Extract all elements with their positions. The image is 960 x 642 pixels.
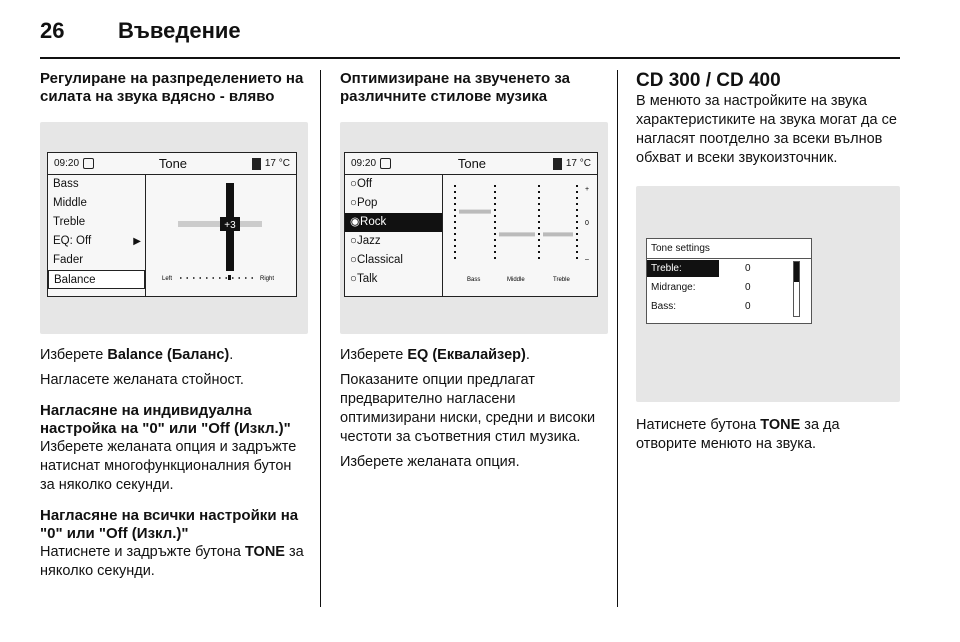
text: Натиснете бутона (636, 417, 761, 433)
tone-row-midrange[interactable] (647, 278, 811, 297)
band-label-middle: Middle (507, 277, 525, 283)
temperature: 17 °C (264, 158, 290, 169)
paragraph-tone-menu: В менюто за настройките на звука характеристиките на звука могат да се нагласят поотделно за всеки вълнов обхват и всеки звукоизточник. (636, 93, 897, 166)
eq-option-jazz[interactable]: ○Jazz (350, 235, 381, 247)
tone-settings-display (646, 238, 812, 324)
clock-icon (83, 158, 94, 169)
paragraph-select-balance (40, 346, 308, 365)
tone-settings-screen-image (636, 186, 900, 402)
band-label-treble: Treble (553, 277, 570, 283)
tone-settings-title: Tone settings (647, 239, 811, 259)
eq-option-label: Jazz (356, 235, 381, 247)
tone-row-treble[interactable] (647, 259, 811, 278)
eq-option-label: Classical (356, 254, 403, 266)
column-balance (40, 70, 308, 581)
eq-option-off[interactable]: ○Off (350, 178, 373, 190)
column-eq (340, 70, 608, 472)
section-heading-balance: Регулиране на разпределението на силата на звука вдясно - вляво (40, 70, 304, 105)
paragraph-adjust: Нагласете желаната стойност. (40, 372, 244, 388)
eq-option-rock[interactable]: ◉Rock (345, 213, 442, 232)
row-name: Treble: (647, 260, 719, 277)
clock: 09:20 (351, 158, 377, 169)
clock: 09:20 (54, 158, 80, 169)
display-tone-balance (47, 152, 297, 297)
tone-menu (48, 175, 146, 296)
page-title: Въведение (118, 18, 241, 43)
column-divider (320, 70, 321, 607)
status-bar (345, 153, 597, 175)
page-header (40, 18, 241, 48)
eq-screen-image (340, 122, 608, 334)
menu-item-treble[interactable]: Treble (53, 216, 86, 228)
menu-item-fader[interactable]: Fader (53, 254, 84, 266)
row-name: Bass: (651, 301, 677, 312)
eq-option-label: Talk (356, 273, 378, 285)
bold-term: TONE (244, 544, 285, 560)
scrollbar[interactable] (793, 261, 800, 317)
paragraph-select-eq (340, 346, 608, 365)
bold-term: Balance (Баланс) (107, 347, 230, 363)
display-tone-eq (344, 152, 598, 297)
row-value: 0 (745, 282, 751, 293)
balance-graphic (148, 177, 294, 295)
chevron-right-icon: ▶ (133, 236, 141, 247)
bold-term: TONE (760, 417, 801, 433)
column-cd (636, 70, 904, 454)
scale-zero: 0 (585, 220, 589, 227)
text: . (525, 347, 530, 363)
menu-item-eq-label: EQ: Off (53, 235, 92, 247)
eq-option-label: Off (356, 178, 373, 190)
eq-menu (345, 175, 443, 296)
thermometer-icon (553, 158, 562, 170)
scale-minus: – (585, 256, 589, 263)
paragraph-options: Показаните опции предлагат предварително нагласени оптимизирани ниски, средни и високи честоти за съответния стил музика. (340, 372, 596, 445)
left-label: Left (162, 276, 173, 282)
tone-row-bass[interactable] (647, 297, 811, 316)
eq-option-pop[interactable]: ○Pop (350, 197, 378, 209)
eq-option-label: Rock (360, 216, 387, 228)
paragraph-all-reset (40, 543, 308, 581)
thermometer-icon (252, 158, 261, 170)
eq-band-level-treble (543, 232, 573, 236)
status-bar (48, 153, 296, 175)
text: . (229, 347, 234, 363)
section-heading-individual-reset: Нагласяне на индивидуална настройка на "0" или "Off (Изкл.)" (40, 402, 291, 437)
band-label-bass: Bass (467, 277, 481, 283)
page-number: 26 (40, 18, 65, 43)
paragraph-choose: Изберете желаната опция. (340, 454, 520, 470)
menu-item-balance[interactable]: Balance (48, 270, 145, 289)
text: за да отворите менюто на звука. (636, 417, 840, 452)
column-divider (617, 70, 618, 607)
section-heading-cd: CD 300 / CD 400 (636, 70, 781, 91)
paragraph-press-tone (636, 416, 904, 454)
right-label: Right (260, 276, 275, 282)
eq-graphic (445, 177, 597, 295)
balance-value: +3 (224, 220, 236, 231)
menu-item-bass[interactable]: Bass (53, 178, 79, 190)
screen-title: Tone (457, 156, 487, 171)
eq-option-talk[interactable]: ○Talk (350, 273, 378, 285)
balance-scale-center (228, 275, 231, 280)
text: Натиснете и задръжте бутона (40, 544, 245, 560)
paragraph-individual-reset: Изберете желаната опция и задръжте натиснат многофункционалния бутон за няколко секунди. (40, 439, 297, 493)
eq-band-level-bass (459, 210, 491, 214)
eq-band-level-middle (499, 232, 535, 236)
row-value: 0 (745, 301, 751, 312)
text: за няколко секунди. (40, 544, 304, 579)
row-value: 0 (745, 263, 751, 274)
scrollbar-thumb[interactable] (794, 262, 799, 282)
eq-option-label: Pop (356, 197, 378, 209)
text: Изберете (340, 347, 408, 363)
header-rule (40, 57, 900, 59)
screen-title: Tone (158, 156, 188, 171)
eq-option-classical[interactable]: ○Classical (350, 254, 403, 266)
balance-screen-image (40, 122, 308, 334)
text: Изберете (40, 347, 108, 363)
section-heading-all-reset: Нагласяне на всички настройки на "0" или "Off (Изкл.)" (40, 507, 299, 542)
section-heading-eq: Оптимизиране на звученето за различните стилове музика (340, 70, 570, 105)
menu-item-eq[interactable] (48, 232, 145, 251)
scale-plus: + (585, 186, 590, 193)
temperature: 17 °C (565, 158, 591, 169)
bold-term: EQ (Еквалайзер) (407, 347, 526, 363)
clock-icon (380, 158, 391, 169)
menu-item-middle[interactable]: Middle (53, 197, 87, 209)
row-name: Midrange: (651, 282, 696, 293)
